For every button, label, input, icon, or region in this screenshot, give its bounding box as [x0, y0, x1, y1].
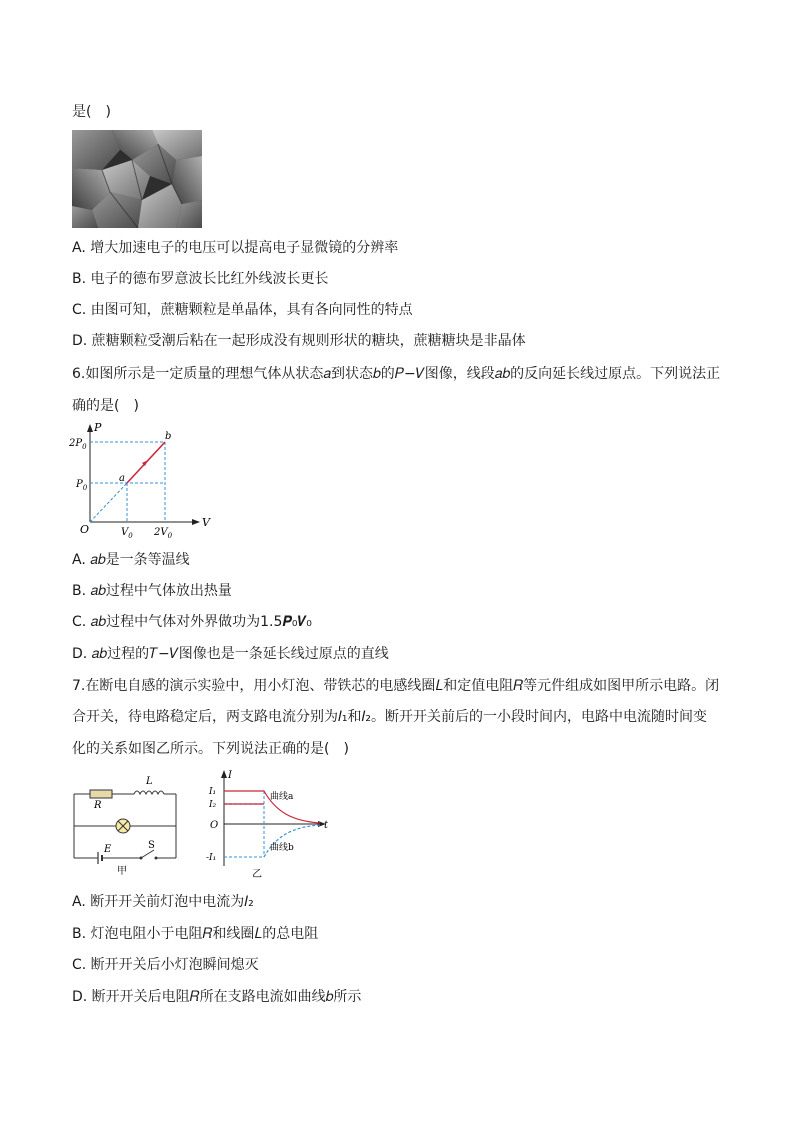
q6-option-a: A. 𝑎𝑏是一条等温线: [72, 552, 190, 568]
point-a-label: a: [119, 473, 125, 484]
q6-stem-line2: 确的是( ): [72, 398, 139, 414]
q6-pv-graph: [68, 422, 218, 544]
q6-option-b: B. 𝑎𝑏过程中气体放出热量: [72, 583, 232, 599]
v-axis-label: V: [202, 516, 210, 529]
origin-label: O: [210, 820, 219, 831]
inductor-l: [134, 791, 164, 794]
q5-stem-tail: 是( ): [72, 104, 111, 120]
q7-option-c: C. 断开开关后小灯泡瞬间熄灭: [72, 957, 259, 973]
q7-option-b: B. 灯泡电阻小于电阻𝑅和线圈𝐿的总电阻: [72, 926, 319, 942]
label-e: E: [104, 844, 112, 855]
label-l: L: [146, 776, 153, 787]
q6-option-c: C. 𝑎𝑏过程中气体对外界做功为1.5𝑷₀𝑽₀: [72, 614, 312, 630]
point-b-label: b: [165, 431, 172, 442]
q7-current-time-graph: [200, 766, 340, 882]
label-r: R: [94, 800, 102, 811]
q5-option-d: D. 蔗糖颗粒受潮后粘在一起形成没有规则形状的糖块，蔗糖糖块是非晶体: [72, 333, 526, 349]
tick-2v0: $2V_0$: [154, 527, 173, 540]
q5-option-a: A. 增大加速电子的电压可以提高电子显微镜的分辨率: [72, 240, 399, 256]
curve-a-label: 曲线a: [270, 792, 294, 802]
curve-b-label: 曲线b: [270, 843, 294, 853]
tick-v0: $V_0$: [121, 527, 133, 540]
sucrose-crystal-photo: [72, 130, 202, 228]
resistor-r: [90, 790, 112, 798]
q7-circuit-diagram: [68, 770, 188, 880]
caption-yi: 乙: [252, 869, 262, 880]
label-s: S: [148, 840, 155, 851]
tick-p0: $P_0$: [76, 479, 88, 492]
tick-2p0: $2P_0$: [69, 438, 87, 451]
tick-i2: I₂: [209, 800, 217, 810]
t-axis-label: t: [324, 820, 329, 831]
q7-stem-line1: 7.在断电自感的演示实验中，用小灯泡、带铁芯的电感线圈𝐿和定值电阻𝑅等元件组成如图甲所示电路。闭: [72, 678, 720, 694]
q7-option-a: A. 断开开关前灯泡中电流为𝐼₂: [72, 894, 254, 910]
origin-label: O: [80, 523, 90, 536]
caption-jia: 甲: [117, 866, 127, 877]
tick-neg-i1: -I₁: [206, 853, 217, 863]
i-axis-label: I: [228, 770, 232, 781]
q6-option-d: D. 𝑎𝑏过程的𝑇−𝑉图像也是一条延长线过原点的直线: [72, 646, 389, 662]
p-axis-label: P: [94, 422, 102, 434]
q5-option-c: C. 由图可知，蔗糖颗粒是单晶体，具有各向同性的特点: [72, 302, 413, 318]
q7-stem-line2: 合开关，待电路稳定后，两支路电流分别为𝐼₁和𝐼₂。断开开关前后的一小段时间内，电路中电流随时间变: [72, 709, 708, 725]
q6-stem-line1: 6.如图所示是一定质量的理想气体从状态𝑎到状态𝑏的𝑃−𝑉图像，线段𝑎𝑏的反向延长线过原点。下列说法正: [72, 366, 721, 382]
tick-i1: I₁: [209, 787, 217, 797]
q5-option-b: B. 电子的德布罗意波长比红外线波长更长: [72, 271, 329, 287]
switch-icon: [141, 850, 154, 858]
q7-stem-line3: 化的关系如图乙所示。下列说法正确的是( ): [72, 741, 349, 757]
q7-option-d: D. 断开开关后电阻𝑅所在支路电流如曲线𝑏所示: [72, 989, 362, 1005]
